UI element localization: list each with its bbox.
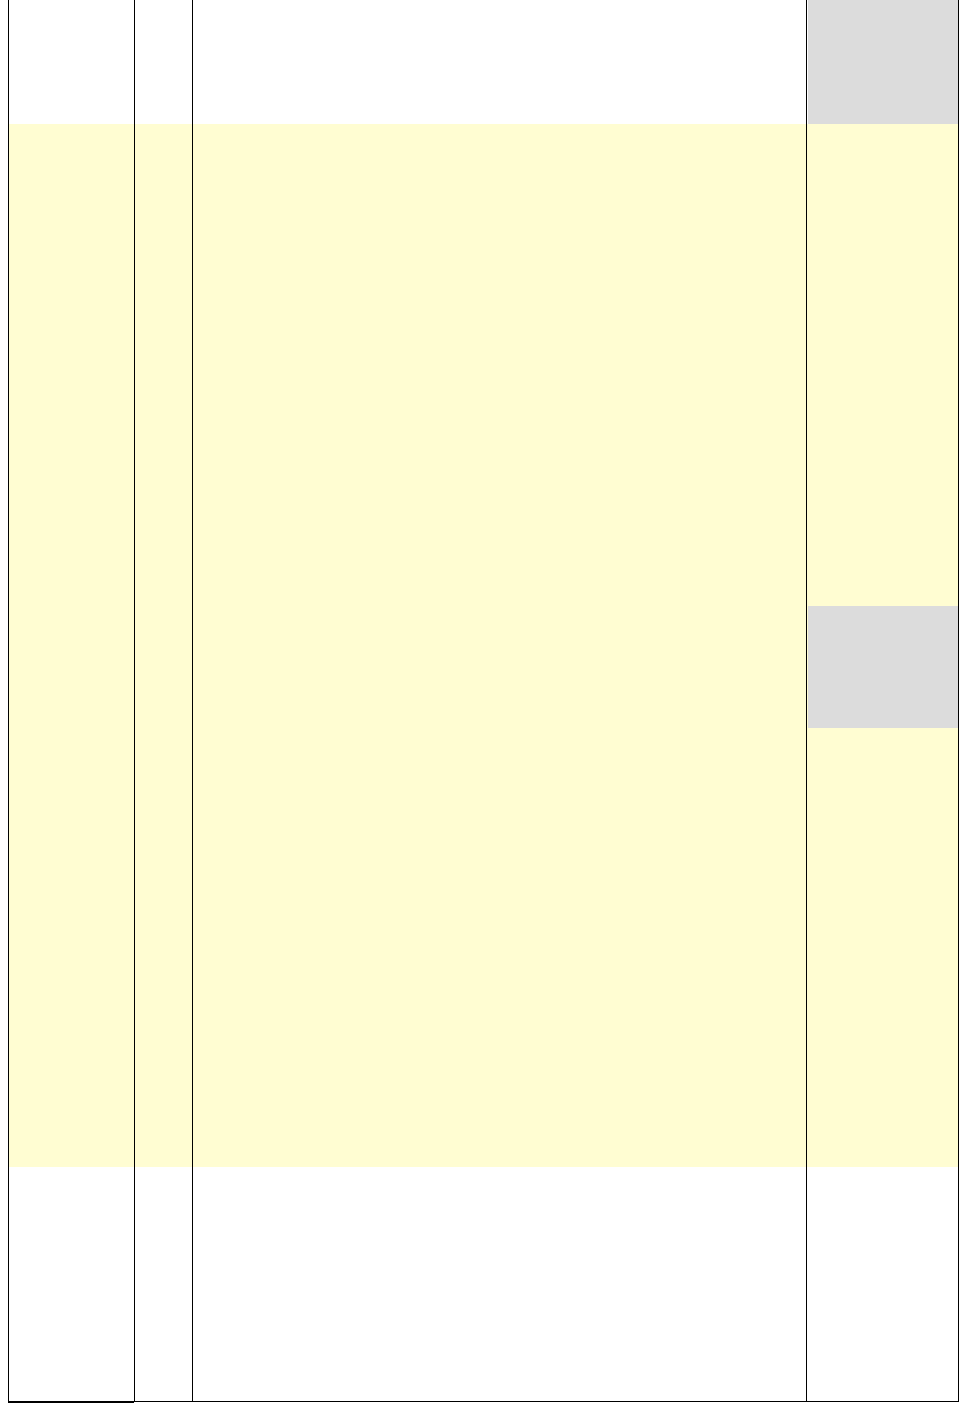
row-background (134, 42, 808, 82)
row-background (134, 1328, 808, 1362)
group-cell (808, 888, 958, 928)
group-cell (808, 42, 958, 82)
group-cell (808, 1167, 958, 1207)
row-background (134, 566, 808, 606)
row-background (134, 1167, 808, 1207)
group-cell (808, 0, 958, 42)
row-background (134, 808, 808, 848)
column-divider (8, 0, 9, 1402)
row-background (134, 928, 808, 968)
column-divider (806, 0, 807, 1402)
row-background (134, 606, 808, 646)
group-cell (808, 566, 958, 606)
day-label-cell (8, 728, 134, 1167)
row-background (134, 124, 808, 164)
row-background (134, 485, 808, 526)
column-divider (958, 0, 959, 1402)
group-cell (808, 82, 958, 124)
row-background (134, 848, 808, 888)
day-label-cell (8, 124, 134, 285)
group-cell (808, 526, 958, 566)
group-cell (808, 1362, 958, 1401)
group-cell (808, 204, 958, 244)
row-background (134, 1128, 808, 1167)
row-background (134, 1008, 808, 1048)
group-cell (808, 1207, 958, 1247)
group-cell (808, 688, 958, 728)
day-label-cell (8, 1328, 134, 1402)
row-background (134, 768, 808, 808)
row-background (134, 1247, 808, 1287)
row-background (134, 0, 808, 42)
group-cell (808, 606, 958, 646)
row-background (134, 728, 808, 768)
row-background (134, 204, 808, 244)
group-cell (808, 1008, 958, 1048)
group-cell (808, 445, 958, 485)
row-background (134, 968, 808, 1008)
day-label-cell (8, 285, 134, 728)
row-background (134, 1048, 808, 1088)
group-cell (808, 164, 958, 204)
group-cell (808, 1128, 958, 1167)
column-divider (134, 0, 135, 1402)
row-background (134, 1362, 808, 1401)
row-background (134, 688, 808, 728)
row-background (134, 244, 808, 285)
group-cell (808, 1247, 958, 1287)
group-cell (808, 928, 958, 968)
row-background (134, 1088, 808, 1128)
group-cell (808, 1328, 958, 1362)
group-cell (808, 124, 958, 164)
group-cell (808, 968, 958, 1008)
group-cell (808, 405, 958, 445)
row-background (134, 888, 808, 928)
column-divider (192, 0, 193, 1402)
row-background (134, 325, 808, 365)
row-background (134, 365, 808, 405)
row-background (134, 82, 808, 124)
group-cell (808, 365, 958, 405)
group-cell (808, 1287, 958, 1328)
day-label-cell (8, 0, 134, 124)
row-background (134, 445, 808, 485)
group-cell (808, 646, 958, 688)
group-cell (808, 1088, 958, 1128)
group-cell (808, 285, 958, 325)
day-label-cell (8, 1167, 134, 1328)
group-cell (808, 325, 958, 365)
group-cell (808, 848, 958, 888)
row-background (134, 1287, 808, 1328)
group-cell (808, 1048, 958, 1088)
row-background (134, 646, 808, 688)
group-cell (808, 808, 958, 848)
group-cell (808, 728, 958, 768)
row-background (134, 1207, 808, 1247)
row-background (134, 285, 808, 325)
group-cell (808, 485, 958, 526)
row-background (134, 164, 808, 204)
group-cell (808, 244, 958, 285)
row-background (134, 526, 808, 566)
group-cell (808, 768, 958, 808)
row-background (134, 405, 808, 445)
